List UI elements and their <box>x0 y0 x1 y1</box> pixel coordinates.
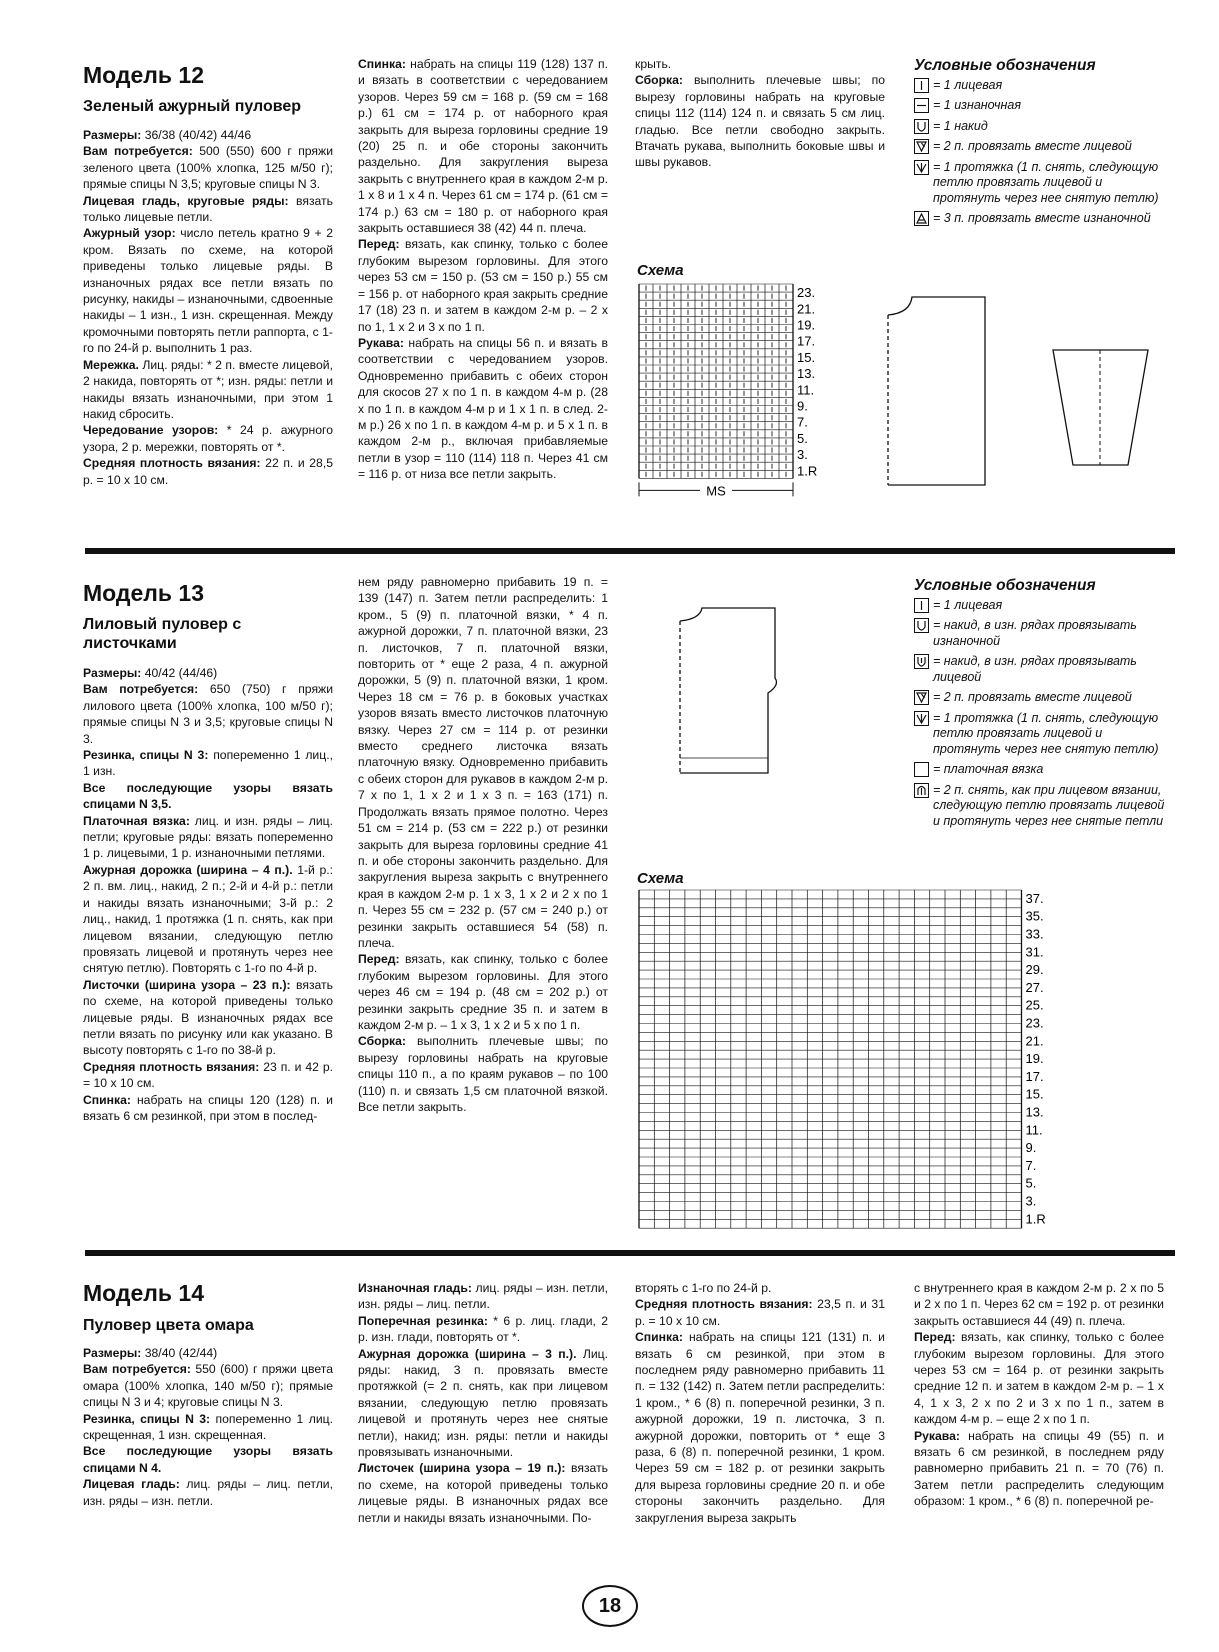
paragraph <box>83 455 333 488</box>
paragraph-text: 1-й р.: 2 п. вм. лиц., накид, 2 п.; 2-й и 4-й р.: петли и накиды вязать изнаночными; 3-й р.: 2 лиц., накид, 1 протяжка (1 п. снять, как при лицевом вязании, следующую петлю провязать лицевой и протянуть через нее снятую петлю). Повторять с 1-го по 4-й р. <box>83 862 334 976</box>
paragraph-text: вязать по схеме, на которой приведены только лицевые ряды. В изнаночных рядах все петли и накиды вязать изнаночными. По- <box>358 1461 608 1525</box>
paragraph-heading: Вам потребуется: <box>83 1362 191 1377</box>
paragraph-text: 38/40 (42/44) <box>141 1346 218 1360</box>
paragraph-heading: Резинка, спицы N 3: <box>83 748 209 763</box>
paragraph-text: лиц. и изн. ряды – лиц. петли; круговые ряды: вязать попеременно 1 р. лицевыми, 1 р. изнаночными петлями. <box>83 813 333 861</box>
model12-col2 <box>358 56 608 483</box>
model12-body-diagram <box>880 275 1015 520</box>
paragraph-text: набрать на спицы 56 п. и вязать в соответствии с чередованием узоров. Одновременно прибавить с обеих сторон для скосов 27 х по 1 п. в каждом 4-м р. (28 х по 1 п. в каждом 4-м р и 1 х 1 п. в след. 2-м р.) 26 х по 1 п. в каждом 4-м р. и 5 х 1 п. в каждом 2-м р., включая прибавляемые петли в узор = 110 (114) 118 п. Через 41 см = 116 р. от низа все петли закрыть. <box>358 335 608 482</box>
model14-col2 <box>358 1280 608 1526</box>
row-label: 19. <box>797 317 816 333</box>
model12-sleeve-diagram <box>1048 330 1173 520</box>
paragraph-text: 40/42 (44/46) <box>141 666 218 680</box>
skp-icon <box>914 160 929 175</box>
row-label: 19. <box>1025 1051 1044 1067</box>
legend-item <box>914 783 1169 830</box>
row-label: 23. <box>1025 1015 1044 1031</box>
row-label: 33. <box>1025 926 1044 942</box>
paragraph <box>83 1476 333 1509</box>
legend-text: = накид, в изн. рядах провязывать изнаночной <box>933 618 1137 648</box>
paragraph-heading: Лицевая гладь: <box>83 1477 180 1492</box>
paragraph-heading: Все последующие узоры вязать спицами N 4. <box>83 1444 333 1475</box>
paragraph-text: вязать только лицевые петли. <box>83 193 333 225</box>
paragraph-text: набрать на спицы 121 (131) п. и вязать 6 см резинкой, при этом в последнем ряду равномерно прибавить 11 п. = 132 (142) п. Затем петли распределить: 1 кром., * 6 (8) п. поперечной резинки, 3 п. ажурной дорожки, 19 п. листочка, 3 п. ажурной дорожки, повторить от * еще 3 раза, 6 (8) п. поперечной резинки, 1 кром. Через 59 см = 182 р. от резинки закрыть для выреза горловины средние 20 п. и обе стороны закончить раздельно. Для закругления выреза закрыть <box>635 1330 885 1525</box>
legend-item <box>914 711 1169 758</box>
paragraph-heading: Спинка: <box>83 1092 131 1107</box>
legend-item <box>914 598 1169 614</box>
paragraph-text: 650 (750) г пряжи лилового цвета (100% хлопка, 100 м/50 г); прямые спицы N 3 и 3,5; круговые спицы N 3. <box>83 682 334 746</box>
row-label: 15. <box>1025 1086 1044 1102</box>
section-divider <box>85 1250 1175 1256</box>
model14-title: Модель 14 <box>83 1280 205 1306</box>
paragraph-heading: Мережка. <box>83 357 139 372</box>
paragraph-text: вторять с 1-го по 24-й р. <box>635 1281 772 1295</box>
legend-text: = 2 п. провязать вместе лицевой <box>933 139 1132 153</box>
row-label: 7. <box>797 414 808 430</box>
legend-text: = платочная вязка <box>933 762 1044 776</box>
paragraph-text: набрать на спицы 119 (128) 137 п. и вязать в соответствии с чередованием узоров. Через 59 см = 168 р. (59 см = 168 р.) 61 см = 174 р. от наборного края закрыть для выреза горловины средние 19 (20) 25 п. и обе стороны закончить раздельно. Для закругления выреза закрыть с внутреннего края в каждом 2-м р. 1 х 8 и 1 х 4 п. Через 61 см = 174 р. (61 см = 174 р.) 63 см = 180 р. от наборного края закрыть оставшиеся 38 (42) 44 п. плеча. <box>358 57 608 236</box>
legend-item <box>914 762 1169 778</box>
paragraph <box>358 1280 608 1313</box>
legend-item <box>914 654 1169 685</box>
paragraph-heading: Размеры: <box>83 1346 142 1360</box>
paragraph <box>83 1411 333 1444</box>
model14-col4 <box>914 1280 1164 1510</box>
model13-schema-label: Схема <box>637 870 684 887</box>
legend-items <box>914 598 1169 830</box>
row-label: 3. <box>1025 1193 1037 1209</box>
paragraph-text: крыть. <box>635 57 672 71</box>
model13-col1 <box>83 665 333 1124</box>
row-label: 13. <box>1025 1104 1044 1120</box>
paragraph-text: лиц. ряды – изн. петли, изн. ряды – лиц. петли. <box>358 1281 608 1312</box>
paragraph <box>83 747 333 780</box>
section-divider <box>85 548 1175 554</box>
paragraph-heading: Чередование узоров: <box>83 423 219 438</box>
paragraph-text: Лиц. ряды: * 2 п. вместе лицевой, 2 накида, повторять от *; изн. ряды: петли и накиды вязать изнаночными, при этом 1 накид сбросить. <box>83 357 333 421</box>
paragraph <box>914 1329 1164 1427</box>
row-label: 11. <box>797 382 815 398</box>
paragraph-heading: Все последующие узоры вязать спицами N 3,5. <box>83 780 333 812</box>
legend-item <box>914 160 1164 207</box>
paragraph <box>83 193 333 226</box>
paragraph <box>635 72 885 170</box>
paragraph-text: выполнить плечевые швы; по вырезу горловины набрать на круговые спицы 110 п., а по краям рукавов – по 100 (110) п. и связать 1,5 см платочной вязкой. Все петли закрыть. <box>358 1034 608 1114</box>
paragraph-text: набрать на спицы 49 (55) п. и вязать 6 см резинкой, в последнем ряду равномерно прибавить 21 п. = 70 (76) п. Затем петли распределить следующим образом: 1 кром., * 6 (8) п. поперечной ре- <box>914 1428 1164 1509</box>
paragraph <box>635 1329 885 1526</box>
legend-title: Условные обозначения <box>914 57 1096 74</box>
paragraph <box>83 862 333 977</box>
paragraph-text: число петель кратно 9 + 2 кром. Вязать по схеме, на которой приведены только лицевые ряды. В изнаночных рядах все петли вязать по рисунку, накиды – изнаночными, сдвоенные накиды – 1 изн., 1 изн. скрещенная. Между кромочными повторять петли раппорта, с 1-го по 24-й р. выполнить 1 раз. <box>83 226 333 356</box>
row-label: 1.R <box>1025 1211 1046 1227</box>
paragraph <box>83 1443 333 1476</box>
model14-col3 <box>635 1280 885 1526</box>
legend-text: = 1 протяжка (1 п. снять, следующую петлю провязать лицевой и протянуть через нее снятую петлю) <box>933 159 1159 205</box>
legend-text: = 1 лицевая <box>933 77 1003 92</box>
legend-text: = 1 накид <box>933 118 988 133</box>
model14-subtitle: Пуловер цвета омара <box>83 1317 254 1334</box>
paragraph <box>358 1313 608 1346</box>
model12-title: Модель 12 <box>83 62 205 88</box>
legend-text: = 2 п. снять, как при лицевом вязании, следующую петлю провязать лицевой и протянуть через нее снятые петли <box>933 782 1165 828</box>
row-label: 17. <box>797 333 816 349</box>
paragraph <box>83 977 333 1059</box>
paragraph-heading: Ажурный узор: <box>83 226 176 241</box>
paragraph-heading: Размеры: <box>83 128 142 142</box>
legend-item <box>914 618 1169 649</box>
paragraph <box>358 1033 608 1115</box>
paragraph-heading: Средняя плотность вязания: <box>83 456 261 471</box>
knit-icon <box>914 598 929 613</box>
paragraph-text: выполнить плечевые швы; по вырезу горловины набрать на круговые спицы 112 (114) 124 п. и связать 5 см лиц. гладью. Все петли свободно закрыть. Втачать рукава, выполнить боковые швы и швы рукавов. <box>635 73 885 170</box>
paragraph-heading: Лицевая гладь, круговые ряды: <box>83 193 289 208</box>
paragraph <box>83 127 333 143</box>
row-label: 17. <box>1025 1068 1044 1084</box>
model13-chart-grid <box>637 888 1087 1236</box>
k2tog-icon <box>914 690 929 705</box>
paragraph-text: Лиц. ряды: накид, 3 п. провязать вместе протяжкой (= 2 п. снять, как при лицевом вязании, следующую петлю провязать лицевой и протянуть через нее снятые петли), накид; изн. ряды: петли и накиды провязывать изнаночными. <box>358 1346 608 1460</box>
paragraph-text: вязать, как спинку, только с более глубоким вырезом горловины. Для этого через 53 см = 164 р. от резинки закрыть средние 12 п. и затем в каждом 2-м р. – 1 х 4, 1 х 3, 2 х по 2 и 3 х по 1 п., затем в каждом 4-м р. – еще 2 х по 1 п. <box>914 1330 1164 1427</box>
paragraph-heading: Средняя плотность вязания: <box>83 1059 260 1074</box>
row-label: 27. <box>1025 979 1044 995</box>
paragraph-heading: Перед: <box>914 1330 956 1345</box>
paragraph <box>83 422 333 455</box>
paragraph <box>914 1280 1164 1329</box>
paragraph-heading: Размеры: <box>83 666 142 680</box>
double-yarn-over-icon <box>914 654 929 669</box>
row-label: 5. <box>1025 1175 1037 1191</box>
paragraph <box>83 1361 333 1410</box>
paragraph-heading: Сборка: <box>358 1034 406 1049</box>
model13-body-diagram <box>660 583 860 843</box>
paragraph <box>83 681 333 747</box>
knit-icon <box>914 78 929 93</box>
paragraph-heading: Ажурная дорожка (ширина – 4 п.). <box>83 862 293 877</box>
paragraph-text: * 6 р. лиц. глади, 2 р. изн. глади, повторять от *. <box>358 1313 608 1345</box>
paragraph-heading: Спинка: <box>358 57 406 71</box>
paragraph-heading: Изнаночная гладь: <box>358 1281 472 1295</box>
paragraph <box>83 225 333 356</box>
row-label: 23. <box>797 285 816 301</box>
paragraph-text: вязать, как спинку, только с более глубоким вырезом горловины. Для этого через 53 см = 150 р. (53 см = 150 р.) 55 см = 156 р. от наборного края закрыть средние 17 (18) 23 п. и затем в каждом 2-м р. – 2 х по 1, 1 х 2 и 3 х по 1 п. <box>358 237 608 334</box>
paragraph-heading: Вам потребуется: <box>83 682 199 697</box>
yarn-over-icon <box>914 119 929 134</box>
model14-col1 <box>83 1345 333 1509</box>
row-label: 7. <box>1025 1157 1037 1173</box>
paragraph <box>83 813 333 862</box>
row-label: 15. <box>797 349 816 365</box>
paragraph-heading: Перед: <box>358 237 400 252</box>
ms-label: MS <box>706 483 726 499</box>
legend-text: = 3 п. провязать вместе изнаночной <box>933 211 1151 225</box>
paragraph-heading: Рукава: <box>914 1428 960 1443</box>
row-label: 13. <box>797 366 816 382</box>
paragraph <box>358 56 608 236</box>
legend-text: = 1 лицевая <box>933 597 1003 612</box>
legend-item <box>914 211 1164 227</box>
row-label: 9. <box>1025 1140 1037 1156</box>
yarn-over-icon <box>914 618 929 633</box>
paragraph <box>358 951 608 1033</box>
paragraph-text: 36/38 (40/42) 44/46 <box>141 128 252 142</box>
page-number: 18 <box>582 1585 638 1627</box>
k2tog-icon <box>914 139 929 154</box>
model13-title: Модель 13 <box>83 580 205 606</box>
p3tog-icon <box>914 211 929 226</box>
paragraph-heading: Спинка: <box>635 1330 683 1345</box>
paragraph-heading: Средняя плотность вязания: <box>635 1297 813 1312</box>
paragraph <box>635 1296 885 1329</box>
legend-item <box>914 690 1169 706</box>
paragraph-heading: Листочки (ширина узора – 23 п.): <box>83 977 291 992</box>
paragraph <box>83 780 333 813</box>
paragraph-heading: Сборка: <box>635 73 683 88</box>
paragraph <box>83 1092 333 1125</box>
paragraph <box>83 1059 333 1092</box>
paragraph <box>358 1346 608 1461</box>
row-label: 3. <box>797 447 808 463</box>
model12-schema-label: Схема <box>637 262 684 279</box>
paragraph-text: вязать по схеме, на которой приведены только лицевые ряды. В изнаночных рядах все петли вязать по рисунку или как указано. В высоту повторять с 1-го по 38-й р. <box>83 977 333 1058</box>
paragraph-text: лиц. ряды – лиц. петли, изн. ряды – изн. петли. <box>83 1477 333 1508</box>
paragraph-text: попеременно 1 лиц. скрещенная, 1 изн. скрещенная. <box>83 1411 334 1443</box>
paragraph-text: 22 п. и 28,5 р. = 10 х 10 см. <box>83 456 333 487</box>
row-label: 5. <box>797 430 808 446</box>
paragraph-heading: Платочная вязка: <box>83 813 190 828</box>
row-label: 21. <box>797 301 816 317</box>
row-label: 35. <box>1025 908 1044 924</box>
paragraph <box>358 574 608 951</box>
paragraph-text: вязать, как спинку, только с более глубоким вырезом горловины. Для этого через 46 см = 194 р. (48 см = 202 р.) от резинки закрыть средние 35 п. и затем в каждом 2-м р. – 1 х 3, 1 х 2 и 5 х по 1 п. <box>358 952 608 1032</box>
row-label: 21. <box>1025 1033 1044 1049</box>
model13-col2 <box>358 574 608 1115</box>
paragraph <box>83 143 333 192</box>
paragraph-heading: Поперечная резинка: <box>358 1313 488 1328</box>
paragraph-text: попеременно 1 лиц., 1 изн. <box>83 748 333 779</box>
model13-subtitle: Лиловый пуловер с листочками <box>83 616 242 652</box>
paragraph <box>83 357 333 423</box>
paragraph-heading: Листочек (ширина узора – 19 п.): <box>358 1461 566 1476</box>
paragraph-heading: Резинка, спицы N 3: <box>83 1411 211 1426</box>
row-label: 31. <box>1025 944 1044 960</box>
model12-subtitle: Зеленый ажурный пуловер <box>83 98 302 115</box>
model12-col3 <box>635 56 885 171</box>
purl-icon <box>914 98 929 113</box>
paragraph <box>635 56 885 72</box>
row-label: 29. <box>1025 962 1044 978</box>
paragraph <box>358 1460 608 1526</box>
slip2-icon <box>914 783 929 798</box>
legend-title: Условные обозначения <box>914 577 1096 594</box>
paragraph-text: 23,5 п. и 31 р. = 10 х 10 см. <box>635 1297 885 1328</box>
legend-items <box>914 78 1164 227</box>
model12-col1 <box>83 127 333 488</box>
row-label: 1.R <box>797 463 818 479</box>
legend-text: = 2 п. провязать вместе лицевой <box>933 690 1132 704</box>
paragraph-text: с внутреннего края в каждом 2-м р. 2 х по 5 и 2 х по 1 п. Через 62 см = 192 р. от резинки закрыть оставшиеся 44 (49) п. плеча. <box>914 1281 1164 1328</box>
paragraph <box>635 1280 885 1296</box>
row-label: 25. <box>1025 997 1044 1013</box>
paragraph-text: нем ряду равномерно прибавить 19 п. = 139 (147) п. Затем петли распределить: 1 кром., 5 (9) п. платочной вязки, * 4 п. ажурной дорожки, 7 п. платочной вязки, 23 п. листочков, 7 п. платочной вязки, повторить от * еще 2 раза, 4 п. ажурной дорожки, 5 (9) п. платочной вязки, 1 кром. Через 18 см = 76 р. в боковых участках узоров вязать вместо листочков платочную вязку. Через 27 см = 114 р. от резинки вместо среднего листочка вязать платочную вязку. Одновременно прибавить с обеих сторон для рукавов в каждом 2-м р. 7 х по 1, 1 х 2 и 1 х 3 п. = 163 (171) п. Продолжать вязать прямое полотно. Через 51 см = 214 р. (53 см = 222 р.) от резинки закрыть для выреза горловины средние 41 п. и обе стороны закончить раздельно. Для закругления выреза закрыть с внутреннего края в каждом 2-м р. 1 х 3, 1 х 2 и 2 х по 1 п. Через 55 см = 232 р. (57 см = 240 р.) от резинки закрыть оставшиеся 54 (58) п. плеча. <box>358 575 608 950</box>
paragraph <box>83 1345 333 1361</box>
legend-item <box>914 139 1164 155</box>
legend-item <box>914 98 1164 114</box>
legend-item <box>914 119 1164 135</box>
legend-text: = накид, в изн. рядах провязывать лицевой <box>933 654 1137 684</box>
legend-text: = 1 изнаночная <box>933 98 1022 112</box>
row-label: 9. <box>797 398 808 414</box>
paragraph-text: * 24 р. ажурного узора, 2 р. мережки, повторять от *. <box>83 423 333 454</box>
skp-icon <box>914 711 929 726</box>
paragraph <box>83 665 333 681</box>
paragraph-heading: Вам потребуется: <box>83 144 193 159</box>
row-label: 11. <box>1025 1122 1043 1138</box>
paragraph-heading: Рукава: <box>358 335 404 350</box>
paragraph-heading: Перед: <box>358 952 400 967</box>
row-label: 37. <box>1025 890 1044 906</box>
legend-item <box>914 78 1164 94</box>
paragraph-text: набрать на спицы 120 (128) п. и вязать 6 см резинкой, при этом в послед- <box>83 1092 333 1123</box>
paragraph <box>358 236 608 334</box>
garter-icon <box>914 762 929 777</box>
model12-chart-grid <box>637 282 852 532</box>
paragraph <box>914 1428 1164 1510</box>
legend-text: = 1 протяжка (1 п. снять, следующую петлю провязать лицевой и протянуть через нее снятую петлю) <box>933 710 1159 756</box>
paragraph-text: 500 (550) 600 г пряжи зеленого цвета (100% хлопка, 125 м/50 г); прямые спицы N 3,5; круговые спицы N 3. <box>83 144 333 192</box>
paragraph-text: 550 (600) г пряжи цвета омара (100% хлопка, 140 м/50 г); прямые спицы N 3 и 4; круговые спицы N 3. <box>83 1362 333 1410</box>
paragraph <box>358 335 608 483</box>
paragraph-text: 23 п. и 42 р. = 10 х 10 см. <box>83 1059 333 1091</box>
model13-legend <box>914 578 1169 834</box>
model12-legend <box>914 58 1164 232</box>
paragraph-heading: Ажурная дорожка (ширина – 3 п.). <box>358 1346 577 1361</box>
